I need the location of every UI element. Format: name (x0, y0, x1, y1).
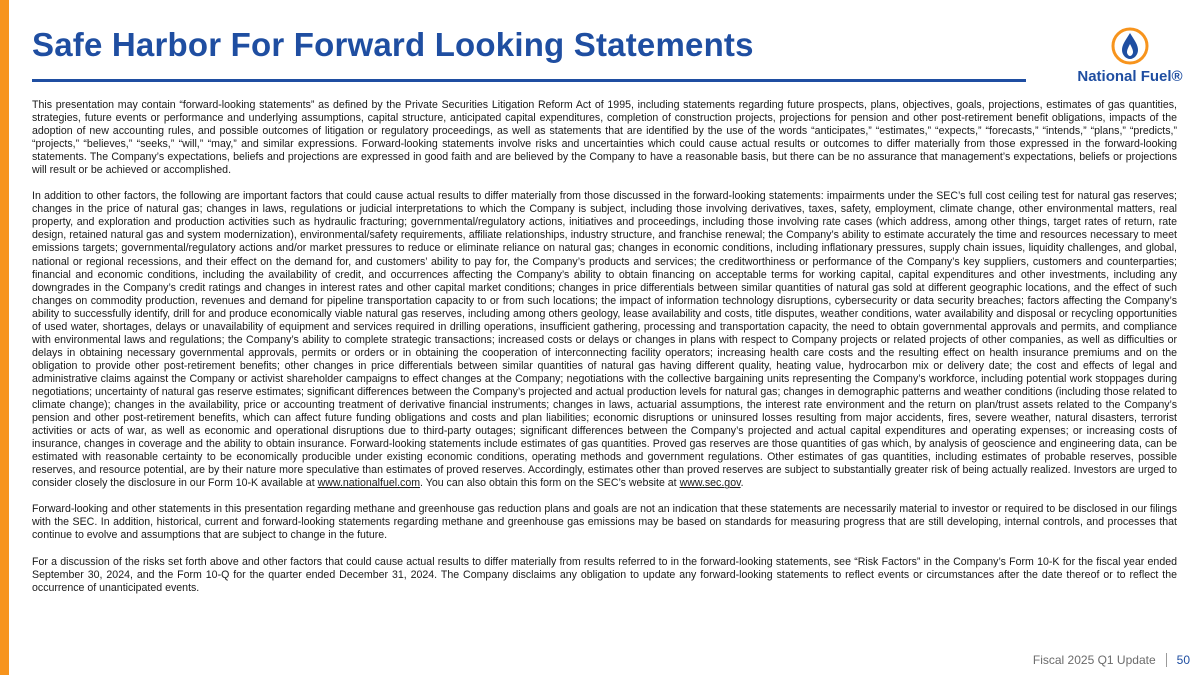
nationalfuel-link[interactable]: www.nationalfuel.com (317, 477, 421, 490)
logo-text: National Fuel® (1077, 68, 1183, 85)
footer-label: Fiscal 2025 Q1 Update (1032, 653, 1156, 667)
paragraph-risk-factors (32, 190, 1177, 490)
accent-bar (0, 0, 9, 675)
title-underline (32, 79, 1026, 82)
company-logo (1070, 26, 1190, 86)
footer (1033, 653, 1190, 667)
disclaimer-body (32, 99, 1177, 608)
paragraph-discussion: For a discussion of the risks set forth above and other factors that could cause actual results to differ materially from results referred to in the forward-looking statements, see “Risk Factors” in the Company’s Form 10-K for the fiscal year ended September 30, 2024, and the Form 10-Q for the quarter ended December 31, 2024. The Company disclaims any obligation to update any forward-looking statements to reflect events or circumstances after the date thereof or to reflect the occurrence of unanticipated events. (32, 555, 1177, 594)
sec-link[interactable]: www.sec.gov (679, 477, 741, 490)
paragraph-methane: Forward-looking and other statements in this presentation regarding methane and greenhouse gas reduction plans and goals are not an indication that these statements are necessarily material to investor or required to be disclosed in our filings with the SEC. In addition, historical, current and forward-looking statements regarding methane and greenhouse gas emissions may be based on standards for measuring progress that are still developing, internal controls, and processes that continue to evolve and assumptions that are subject to change in the future. (32, 503, 1177, 542)
risk-factors-text-mid: . You can also obtain this form on the SEC’s website at (420, 477, 680, 490)
page-title: Safe Harbor For Forward Looking Statements (32, 26, 754, 63)
risk-factors-text-end: . (740, 477, 744, 490)
page-number: 50 (1176, 653, 1190, 667)
paragraph-intro: This presentation may contain “forward-looking statements” as defined by the Private Securities Litigation Reform Act of 1995, including statements regarding future prospects, plans, objectives, goals, projections, estimates of gas quantities, strategies, future events or performance and underlying assumptions, capital structure, anticipated capital expenditures, completion of construction projects, projections for pension and other post-retirement benefit obligations, impacts of the adoption of new accounting rules, and possible outcomes of litigation or regulatory proceedings, as well as statements that are identified by the use of the words “anticipates,” “estimates,” “expects,” “forecasts,” “intends,” “plans,” “predicts,” “projects,” “believes,” “seeks,” “will,” “may,” and similar expressions. Forward-looking statements involve risks and uncertainties which could cause actual results or outcomes to differ materially from those expressed in the forward-looking statements. The Company’s expectations, beliefs and projections are expressed in good faith and are believed by the Company to have a reasonable basis, but there can be no assurance that management’s expectations, beliefs or projections will result or be achieved or accomplished. (32, 99, 1177, 177)
risk-factors-text: In addition to other factors, the following are important factors that could cause actual results to differ materially from those discussed in the forward-looking statements: impairments under the SEC’s full cost ceiling test for natural gas reserves; changes in the price of natural gas; changes in laws, regulations or judicial interpretations to which the Company is subject, including those involving derivatives, taxes, safety, employment, climate change, other environmental matters, real property, and exploration and production activities such as hydraulic fracturing; governmental/regulatory actions, initiatives and proceedings, including those involving rate cases (which address, among other things, target rates of return, rate design, retained natural gas and system modernization), environmental/safety requirements, affiliate relationships, industry structure, and franchise renewal; the Company’s ability to estimate accurately the time and resources necessary to meet emissions targets; governmental/regulatory actions and/or market pressures to reduce or eliminate reliance on natural gas; changes in economic conditions, including inflationary pressures, supply chain issues, liquidity challenges, and global, national or regional recessions, and their effect on the demand for, and customers’ ability to pay for, the Company’s products and services; the creditworthiness or performance of the Company’s key suppliers, customers and counterparties; financial and economic conditions, including the availability of credit, and occurrences affecting the Company’s ability to obtain financing on acceptable terms for working capital, capital expenditures and other investments, including any downgrades in the Company’s credit ratings and changes in interest rates and other capital market conditions; changes in price differentials between similar quantities of natural gas sold at different geographic locations, and the effect of such changes on commodity production, revenues and demand for pipeline transportation capacity to or from such locations; the impact of information technology disruptions, cybersecurity or data security breaches; factors affecting the Company’s ability to successfully identify, drill for and produce economically viable natural gas reserves, including among others geology, lease availability and costs, title disputes, weather conditions, water availability and disposal or recycling opportunities of used water, shortages, delays or unavailability of equipment and services required in drilling operations, insufficient gathering, processing and transportation capacity, the need to obtain governmental approvals and permits, and compliance with environmental laws and regulations; the Company’s ability to complete strategic transactions; increased costs or delays or changes in plans with respect to Company projects or related projects of other companies, as well as difficulties or delays in obtaining necessary governmental approvals, permits or orders or in obtaining the cooperation of interconnecting facility operators; increasing health care costs and the resulting effect on health insurance premiums and on the obligation to provide other post-retirement benefits; other changes in price differentials between similar quantities of natural gas having different quality, heating value, hydrocarbon mix or delivery date; the cost and effects of legal and administrative claims against the Company or activist shareholder campaigns to effect changes at the Company; negotiations with the collective bargaining units representing the Company’s workforce, including potential work stoppages during negotiations; uncertainty of natural gas reserve estimates; significant differences between the Company’s projected and actual production levels for natural gas; changes in demographic patterns and weather conditions (including those related to climate change); changes in the availability, price or accounting treatment of derivative financial instruments; changes in laws, actuarial assumptions, the interest rate environment and the return on plan/trust assets related to the Company’s pension and other post-retirement benefits, which can affect future funding obligations and costs and plan liabilities; economic disruptions or uninsured losses resulting from major accidents, fires, severe weather, natural disasters, terrorist activities or acts of war, as well as economic and operational disruptions due to third-party outages; significant differences between the Company’s projected and actual capital expenditures and operating expenses; or increasing costs of insurance, changes in coverage and the ability to obtain insurance. Forward-looking statements include estimates of gas quantities. Proved gas reserves are those quantities of gas which, by analysis of geoscience and engineering data, can be estimated with reasonable certainty to be economically producible under existing economic conditions, operating methods and government regulations. Other estimates of gas quantities, including estimates of probable reserves, possible reserves, and resource potential, are by their nature more speculative than estimates of proved reserves. Accordingly, estimates other than proved reserves are subject to substantially greater risk of being actually realized. Investors are urged to consider closely the disclosure in our Form 10-K available at (32, 190, 1177, 490)
flame-icon (1110, 26, 1150, 66)
footer-divider (1166, 653, 1167, 667)
